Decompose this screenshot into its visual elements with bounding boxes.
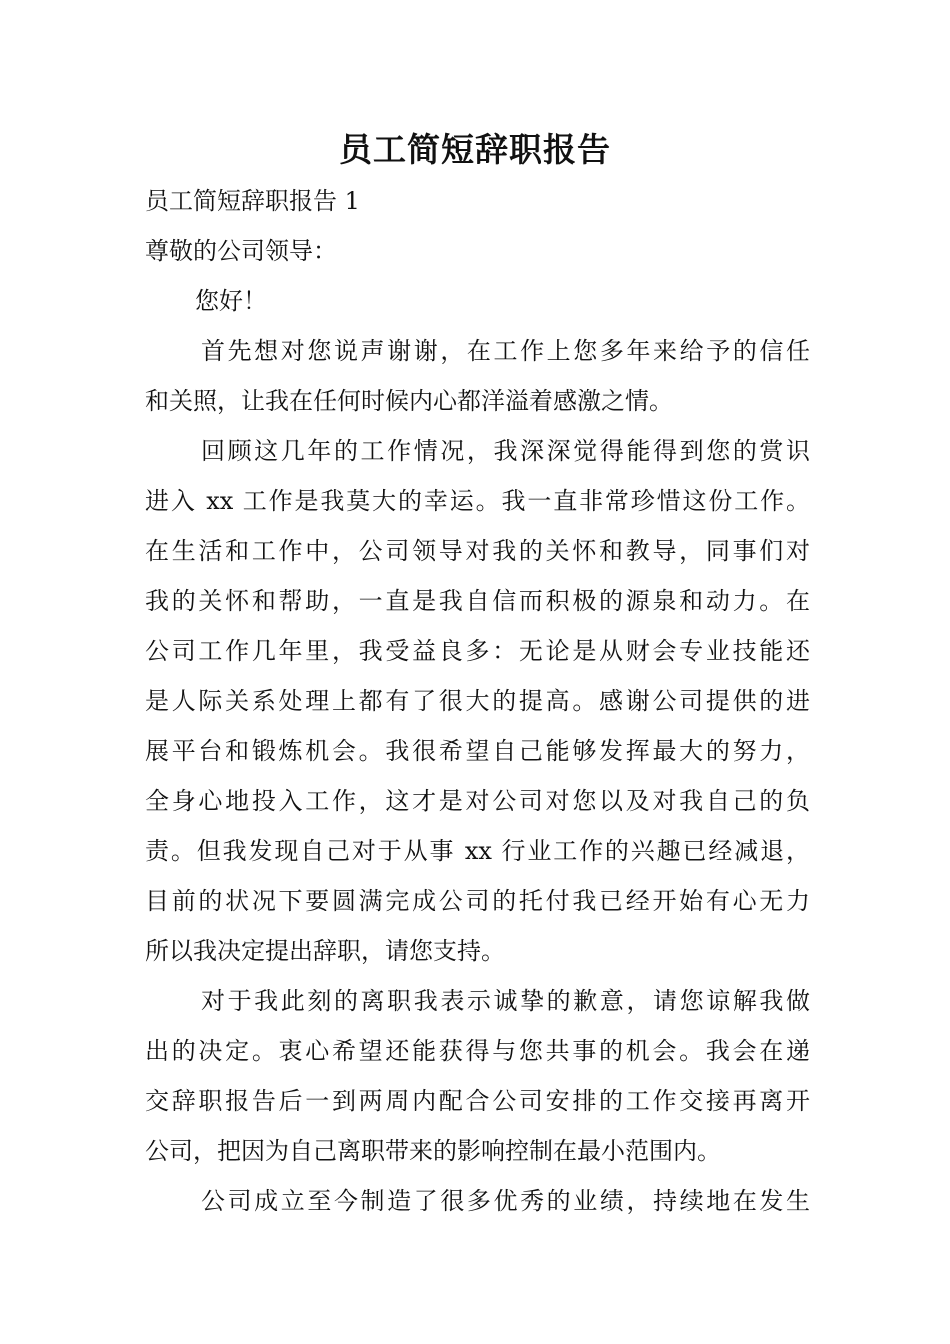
paragraph-2-line-4: 我的关怀和帮助，一直是我自信而积极的源泉和动力。在: [145, 587, 810, 615]
paragraph-2-line-7: 展平台和锻炼机会。我很希望自己能够发挥最大的努力，: [145, 737, 810, 765]
paragraph-2-line-8: 全身心地投入工作，这才是对公司对您以及对我自己的负: [145, 787, 810, 815]
paragraph-3-line-4: 公司，把因为自己离职带来的影响控制在最小范围内。: [145, 1137, 721, 1165]
greeting: 您好！: [195, 287, 267, 315]
paragraph-1-line-1: 首先想对您说声谢谢，在工作上您多年来给予的信任: [201, 337, 810, 365]
paragraph-3-line-3: 交辞职报告后一到两周内配合公司安排的工作交接再离开: [145, 1087, 810, 1115]
paragraph-3-line-2: 出的决定。衷心希望还能获得与您共事的机会。我会在递: [145, 1037, 810, 1065]
salutation: 尊敬的公司领导：: [145, 237, 337, 265]
paragraph-1-line-2: 和关照，让我在任何时候内心都洋溢着感激之情。: [145, 387, 673, 415]
paragraph-2-line-11: 所以我决定提出辞职，请您支持。: [145, 937, 505, 965]
paragraph-2-line-6: 是人际关系处理上都有了很大的提高。感谢公司提供的进: [145, 687, 810, 715]
paragraph-2-line-10: 目前的状况下要圆满完成公司的托付我已经开始有心无力: [145, 887, 810, 915]
document-body: [145, 176, 810, 1226]
paragraph-2-line-3: 在生活和工作中，公司领导对我的关怀和教导，同事们对: [145, 537, 810, 565]
paragraph-3-line-1: 对于我此刻的离职我表示诚挚的歉意，请您谅解我做: [201, 987, 810, 1015]
document-title: 员工简短辞职报告: [339, 130, 611, 169]
paragraph-2-line-5: 公司工作几年里，我受益良多：无论是从财会专业技能还: [145, 637, 810, 665]
document-subtitle: 员工简短辞职报告 1: [145, 187, 360, 215]
paragraph-2-line-1: 回顾这几年的工作情况，我深深觉得能得到您的赏识: [201, 437, 810, 465]
paragraph-4-line-1: 公司成立至今制造了很多优秀的业绩，持续地在发生: [201, 1187, 810, 1215]
paragraph-2-line-2: 进入 xx 工作是我莫大的幸运。我一直非常珍惜这份工作。: [145, 487, 810, 515]
paragraph-2-line-9: 责。但我发现自己对于从事 xx 行业工作的兴趣已经减退，: [145, 837, 810, 865]
